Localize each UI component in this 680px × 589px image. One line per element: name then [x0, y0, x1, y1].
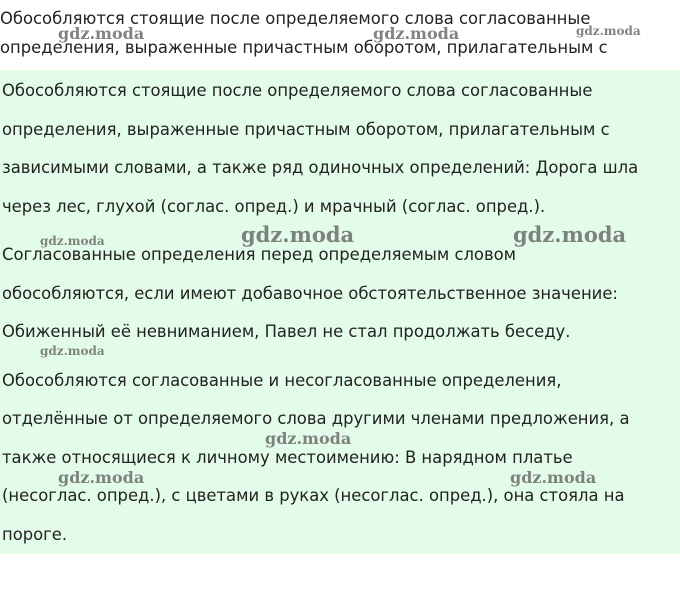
text-line: определения, выраженные причастным оборотом, прилагательным с: [2, 120, 610, 139]
watermark: gdz.moda: [241, 222, 355, 247]
watermark: gdz.moda: [513, 222, 627, 247]
top-line: определения, выраженные причастным оборотом, прилагательным с: [0, 38, 608, 57]
watermark: gdz.moda: [510, 468, 597, 487]
watermark: gdz.moda: [265, 429, 352, 448]
text-line: также относящиеся к личному местоимению: В нарядном платье: [2, 448, 573, 467]
watermark: gdz.moda: [40, 344, 105, 358]
text-line: Согласованные определения перед определяемым словом: [2, 245, 517, 264]
text-line: через лес, глухой (соглас. опред.) и мрачный (соглас. опред.).: [2, 197, 546, 216]
text-line: Обиженный её невниманием, Павел не стал продолжать беседу.: [2, 322, 571, 341]
text-line: Обособляются стоящие после определяемого слова согласованные: [2, 81, 593, 100]
text-line: Обособляются согласованные и несогласованные определения,: [2, 371, 562, 390]
text-line: пороге.: [2, 525, 68, 544]
watermark: gdz.moda: [373, 24, 460, 43]
text-line: зависимыми словами, а также ряд одиночных определений: Дорога шла: [2, 158, 639, 177]
text-line: (несоглас. опред.), с цветами в руках (несоглас. опред.), она стояла на: [2, 486, 625, 505]
text-line: обособляются, если имеют добавочное обстоятельственное значение:: [2, 284, 618, 303]
watermark: gdz.moda: [40, 234, 105, 248]
text-line: отделённые от определяемого слова другими членами предложения, а: [2, 409, 630, 428]
watermark: gdz.moda: [58, 24, 145, 43]
watermark: gdz.moda: [58, 468, 145, 487]
watermark: gdz.moda: [576, 24, 641, 38]
top-line: Обособляются стоящие после определяемого слова согласованные: [0, 9, 591, 28]
